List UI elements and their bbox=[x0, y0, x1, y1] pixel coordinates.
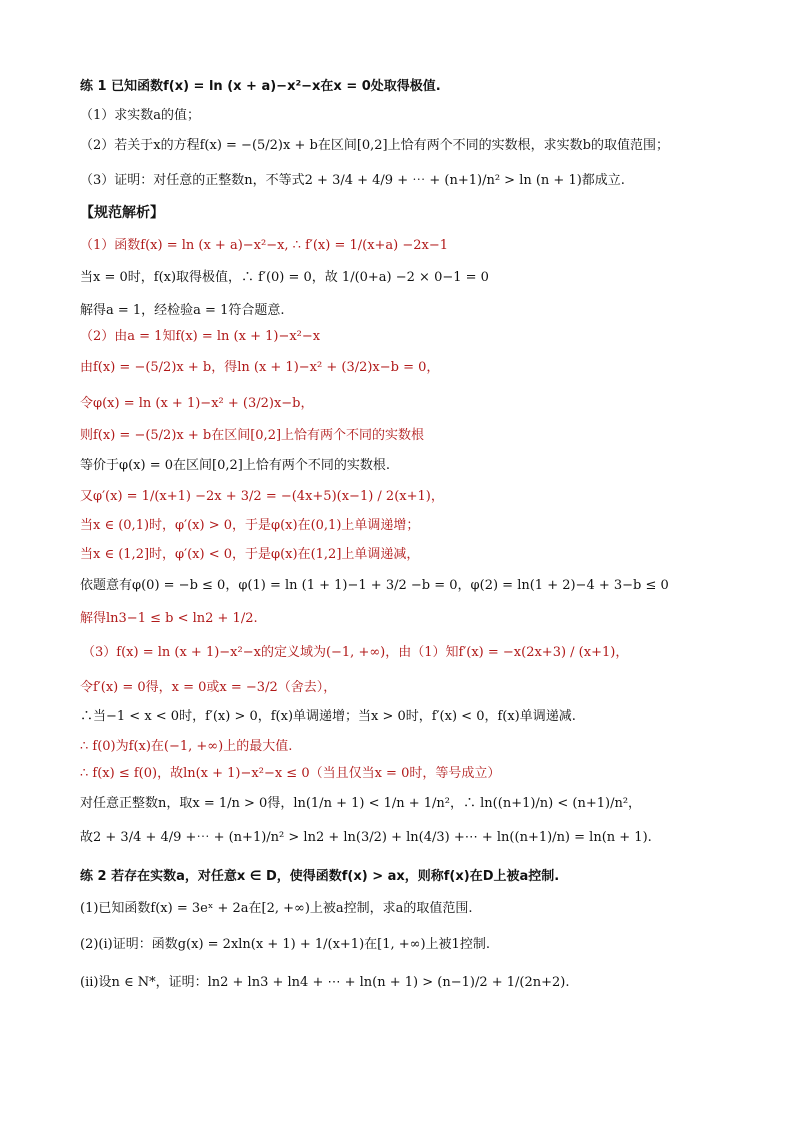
solution-line: 由f(x) = −(5/2)x + b，得ln (x + 1)−x² + (3/2)x−b = 0， bbox=[80, 360, 440, 375]
section-heading: 【规范解析】 bbox=[80, 205, 164, 221]
exercise1-question-1: （1）求实数a的值； bbox=[80, 108, 201, 123]
solution-line: 则f(x) = −(5/2)x + b在区间[0,2]上恰有两个不同的实数根 bbox=[80, 428, 425, 443]
solution-line: （1）函数f(x) = ln (x + a)−x²−x, ∴ f′(x) = 1/(x+a) −2x−1 bbox=[80, 238, 449, 253]
solution-line: 当x ∈ (1,2]时，φ′(x) < 0，于是φ(x)在(1,2]上单调递减， bbox=[80, 547, 420, 562]
solution-line: 解得ln3−1 ≤ b < ln2 + 1/2. bbox=[80, 611, 258, 626]
solution-line: 依题意有φ(0) = −b ≤ 0，φ(1) = ln (1 + 1)−1 + 3/2 −b = 0，φ(2) = ln(1 + 2)−4 + 3−b ≤ 0 bbox=[80, 578, 669, 593]
solution-line: ∴ f(x) ≤ f(0)，故ln(x + 1)−x²−x ≤ 0（当且仅当x = 0时，等号成立） bbox=[80, 766, 501, 781]
solution-line: （3）f(x) = ln (x + 1)−x²−x的定义域为(−1, +∞)，由（1）知f′(x) = −x(2x+3) / (x+1)， bbox=[82, 645, 629, 660]
solution-line: 等价于φ(x) = 0在区间[0,2]上恰有两个不同的实数根. bbox=[80, 458, 390, 473]
exercise2-question-2ii: (ii)设n ∈ N*，证明：ln2 + ln3 + ln4 + ⋯ + ln(n + 1) > (n−1)/2 + 1/(2n+2). bbox=[80, 975, 570, 990]
solution-line: 令φ(x) = ln (x + 1)−x² + (3/2)x−b， bbox=[80, 396, 314, 411]
solution-line: （2）由a = 1知f(x) = ln (x + 1)−x²−x bbox=[80, 329, 321, 344]
exercise2-title: 练 2 若存在实数a，对任意x ∈ D，使得函数f(x) > ax，则称f(x)在D上被a控制. bbox=[80, 869, 560, 884]
solution-line: ∴ f(0)为f(x)在(−1, +∞)上的最大值. bbox=[80, 739, 293, 754]
exercise1-question-2: （2）若关于x的方程f(x) = −(5/2)x + b在区间[0,2]上恰有两个不同的实数根，求实数b的取值范围； bbox=[80, 138, 669, 153]
solution-line: 解得a = 1，经检验a = 1符合题意. bbox=[80, 303, 285, 318]
solution-line: 故2 + 3/4 + 4/9 +⋯ + (n+1)/n² > ln2 + ln(3/2) + ln(4/3) +⋯ + ln((n+1)/n) = ln(n + 1). bbox=[80, 830, 652, 845]
solution-line: 令f′(x) = 0得，x = 0或x = −3/2（舍去）， bbox=[80, 680, 337, 695]
exercise1-title: 练 1 已知函数f(x) = ln (x + a)−x²−x在x = 0处取得极值. bbox=[80, 79, 441, 94]
solution-line: ∴当−1 < x < 0时，f′(x) > 0，f(x)单调递增；当x > 0时，f′(x) < 0，f(x)单调递减. bbox=[80, 709, 576, 724]
solution-line: 对任意正整数n，取x = 1/n > 0得，ln(1/n + 1) < 1/n + 1/n²，∴ ln((n+1)/n) < (n+1)/n²， bbox=[80, 796, 642, 811]
solution-line: 又φ′(x) = 1/(x+1) −2x + 3/2 = −(4x+5)(x−1) / 2(x+1)， bbox=[80, 489, 444, 504]
solution-line: 当x = 0时，f(x)取得极值，∴ f′(0) = 0，故 1/(0+a) −2 × 0−1 = 0 bbox=[80, 270, 489, 285]
exercise2-question-2i: (2)(i)证明：函数g(x) = 2xln(x + 1) + 1/(x+1)在[1, +∞)上被1控制. bbox=[80, 937, 490, 952]
exercise2-question-1: (1)已知函数f(x) = 3eˣ + 2a在[2, +∞)上被a控制，求a的取值范围. bbox=[80, 901, 473, 916]
exercise1-question-3: （3）证明：对任意的正整数n，不等式2 + 3/4 + 4/9 + ⋯ + (n+1)/n² > ln (n + 1)都成立. bbox=[80, 173, 625, 188]
solution-line: 当x ∈ (0,1)时，φ′(x) > 0，于是φ(x)在(0,1)上单调递增； bbox=[80, 518, 420, 533]
